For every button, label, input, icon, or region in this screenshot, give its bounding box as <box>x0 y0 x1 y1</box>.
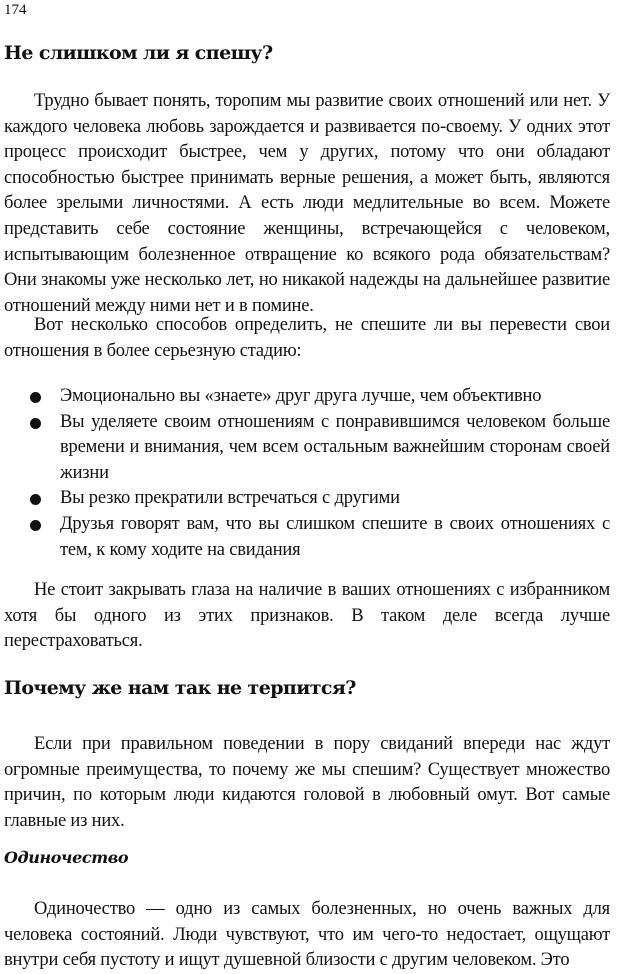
section-heading-not-too-fast: Не слишком ли я спешу? <box>4 42 273 64</box>
list-item: Вы уделяете своим отношениям с понравившимся человеком больше времени и внимания, чем всем остальным важнейшим сторонам своей жизни <box>4 410 610 487</box>
list-item: Друзья говорят вам, что вы слишком спешите в своих отношениях с тем, к кому ходите на свидания <box>4 512 610 563</box>
list-item: Вы резко прекратили встречаться с другими <box>4 486 610 512</box>
bullet-icon <box>30 520 41 531</box>
signs-list <box>4 384 610 563</box>
paragraph-intro: Трудно бывает понять, торопим мы развитие своих отношений или нет. У каждого человека любовь зарождается и развивается по-своему. У одних этот процесс происходит быстрее, чем у других, потому что они обладают способностью быстрее принимать верные решения, а может быть, являются более зрелыми личностями. А есть люди медлительные во всем. Можете представить себе состояние женщины, встречающейся с человеком, испытывающим болезненное отвращение ко всякого рода обязательствам? Они знакомы уже несколько лет, но никакой надежды на дальнейшее развитие отношений между ними нет и в помине. <box>4 91 610 316</box>
page-number: 174 <box>4 2 27 18</box>
bullet-icon <box>30 418 41 429</box>
paragraph-ways-intro: Вот несколько способов определить, не спешите ли вы перевести свои отношения в более серьезную стадию: <box>4 315 610 361</box>
paragraph-closing: Не стоит закрывать глаза на наличие в ваших отношениях с избранником хотя бы одного из этих признаков. В таком деле всегда лучше перестраховаться. <box>4 580 610 652</box>
subheading-loneliness: Одиночество <box>4 848 129 867</box>
paragraph-reasons: Если при правильном поведении в пору свиданий впереди нас ждут огромные преимущества, то почему же мы спешим? Существует множество причин, по которым люди кидаются головой в любовный омут. Вот самые главные из них. <box>4 734 610 831</box>
paragraph-loneliness: Одиночество — одно из самых болезненных, но очень важных для человека состояний. Люди чувствуют, что им чего-то недостает, ощущают внутри себя пустоту и ищут душевной близости с другим человеком. Это <box>4 899 610 971</box>
section-heading-why-impatient: Почему же нам так не терпится? <box>4 677 356 699</box>
bullet-icon <box>30 392 41 403</box>
bullet-icon <box>30 494 41 505</box>
list-item: Эмоционально вы «знаете» друг друга лучше, чем объективно <box>4 384 610 410</box>
